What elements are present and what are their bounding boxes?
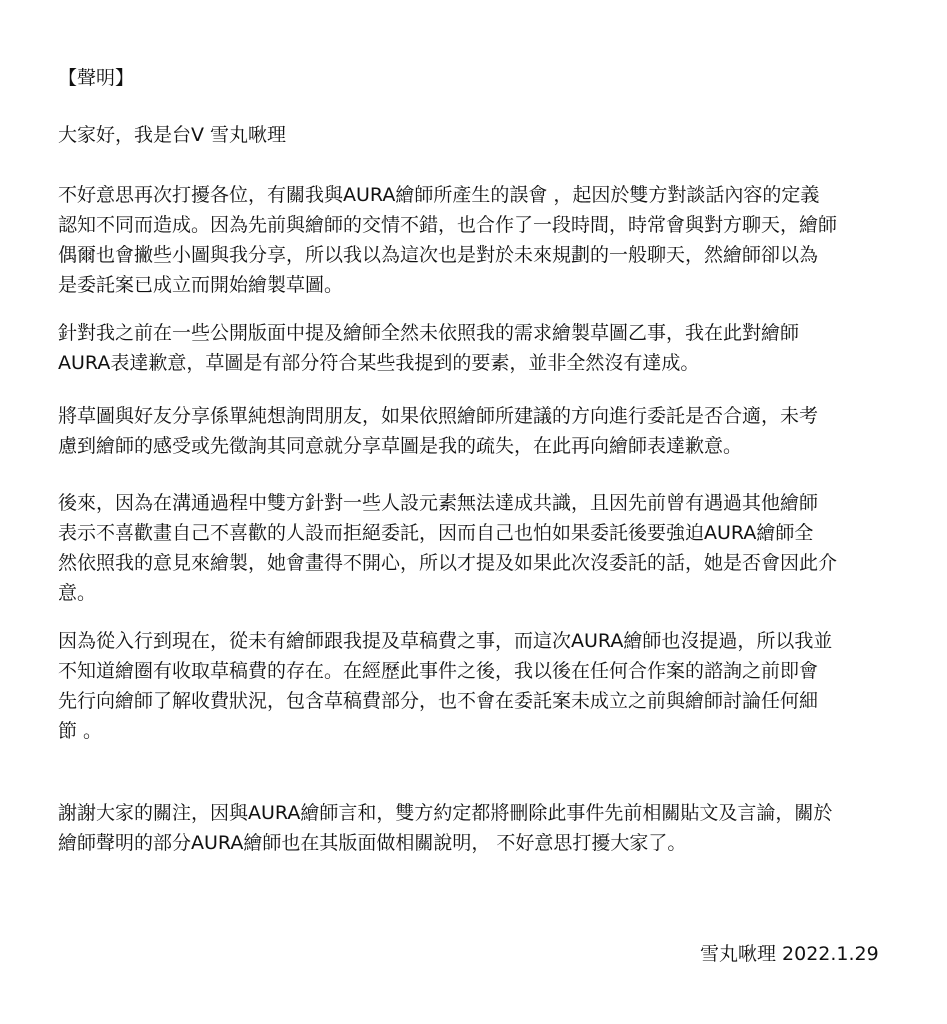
paragraph-line: AURA表達歉意，草圖是有部分符合某些我提到的要素，並非全然沒有達成。 xyxy=(58,352,700,374)
paragraph-line: 後來，因為在溝通過程中雙方針對一些人設元素無法達成共識，且因先前曾有遇過其他繪師 xyxy=(58,492,819,514)
paragraph-line: 慮到繪師的感受或先徵詢其同意就分享草圖是我的疏失，在此再向繪師表達歉意。 xyxy=(58,435,743,457)
paragraph-line: 繪師聲明的部分AURA繪師也在其版面做相關說明， 不好意思打擾大家了。 xyxy=(58,832,687,854)
greeting-text: 大家好，我是台V 雪丸啾理 xyxy=(58,124,287,146)
signature: 雪丸啾理 2022.1.29 xyxy=(700,943,879,965)
paragraph-line: 偶爾也會撇些小圖與我分享，所以我以為這次也是對於未來規劃的一般聊天，然繪師卻以為 xyxy=(58,244,819,266)
paragraph-sharing-sketch xyxy=(58,401,898,461)
paragraph-line: 表示不喜歡畫自己不喜歡的人設而拒絕委託，因而自己也怕如果委託後要強迫AURA繪師全 xyxy=(58,522,814,544)
paragraph-line: 認知不同而造成。因為先前與繪師的交情不錯，也合作了一段時間，時常會與對方聊天，繪師 xyxy=(58,214,838,236)
paragraph-line: 謝謝大家的關注，因與AURA繪師言和，雙方約定都將刪除此事件先前相關貼文及言論，關於 xyxy=(58,802,833,824)
paragraph-line: 不好意思再次打擾各位，有關我與AURA繪師所產生的誤會 ，起因於雙方對談話內容的定義 xyxy=(58,184,820,206)
paragraph-draft-fee xyxy=(58,626,898,746)
paragraph-line: 意。 xyxy=(58,582,97,604)
paragraph-line: 是委託案已成立而開始繪製草圖。 xyxy=(58,274,344,296)
paragraph-line: 針對我之前在一些公開版面中提及繪師全然未依照我的需求繪製草圖乙事，我在此對繪師 xyxy=(58,322,800,344)
paragraph-line: 因為從入行到現在，從未有繪師跟我提及草稿費之事，而這次AURA繪師也沒提過，所以我並 xyxy=(58,630,833,652)
paragraph-line: 然依照我的意見來繪製，她會畫得不開心，所以才提及如果此次沒委託的話，她是否會因此介 xyxy=(58,552,838,574)
paragraph-communication xyxy=(58,488,898,608)
statement-heading xyxy=(58,63,898,93)
greeting xyxy=(58,120,898,150)
paragraph-misunderstanding xyxy=(58,180,898,300)
paragraph-line: 不知道繪圈有收取草稿費的存在。在經歷此事件之後，我以後在任何合作案的諮詢之前即會 xyxy=(58,660,819,682)
paragraph-line: 將草圖與好友分享係單純想詢問朋友，如果依照繪師所建議的方向進行委託是否合適，未考 xyxy=(58,405,819,427)
paragraph-line: 先行向繪師了解收費狀況，包含草稿費部分，也不會在委託案未成立之前與繪師討論任何細 xyxy=(58,690,819,712)
paragraph-apology-sketch xyxy=(58,318,898,378)
heading-text: 【聲明】 xyxy=(58,67,135,89)
paragraph-line: 節 。 xyxy=(58,720,103,742)
paragraph-thanks xyxy=(58,798,898,858)
